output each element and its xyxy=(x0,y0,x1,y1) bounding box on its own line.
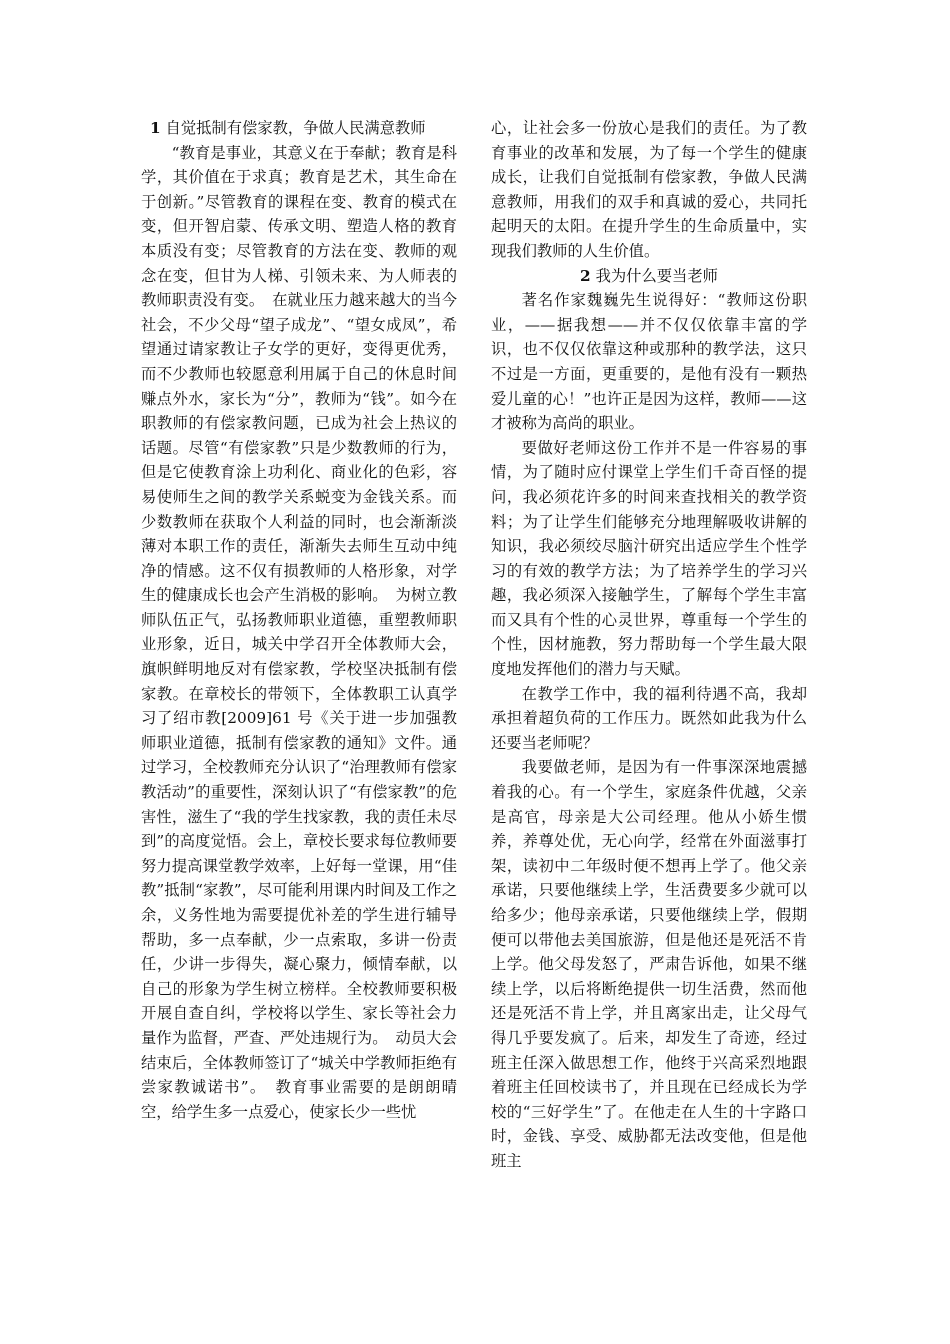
left-column xyxy=(141,116,457,1226)
section-1-title: 自觉抵制有偿家教，争做人民满意教师 xyxy=(165,119,426,137)
section-2-paragraph-3: 在教学工作中，我的福利待遇不高，我却承担着超负荷的工作压力。既然如此我为什么还要当老师呢？ xyxy=(491,684,807,752)
section-1-heading xyxy=(141,116,457,141)
section-2-heading xyxy=(491,264,807,289)
section-2-paragraph-4: 我要做老师，是因为有一件事深深地震撼着我的心。有一个学生，家庭条件优越，父亲是高官，母亲是大公司经理。他从小娇生惯养，养尊处优，无心向学，经常在外面滋事打架，读初中二年级时便不想再上学了。他父亲承诺，只要他继续上学，生活费要多少就可以给多少；他母亲承诺，只要他继续上学，假期便可以带他去美国旅游，但是他还是死活不肯上学。他父母发怒了，严肃告诉他，如果不继续上学，以后将断绝提供一切生活费，然而他还是死活不肯上学，并且离家出走，让父母气得几乎要发疯了。后来，却发生了奇迹，经过班主任深入做思想工作，他终于兴高采烈地跟着班主任回校读书了，并且现在已经成长为学校的“三好学生”了。在他走在人生的十字路口时，金钱、享受、威胁都无法改变他，但是他班主 xyxy=(491,758,807,1170)
section-2-paragraph-2: 要做好老师这份工作并不是一件容易的事情，为了随时应付课堂上学生们千奇百怪的提问，我必须花许多的时间来查找相关的教学资料；为了让学生们能够充分地理解吸收讲解的知识，我必须绞尽脑汁研究出适应学生个性学习的有效的教学方法；为了培养学生的学习兴趣，我必须深入接触学生，了解每个学生丰富而又具有个性的心灵世界，尊重每一个学生的个性，因材施教，努力帮助每一个学生最大限度地发挥他们的潜力与天赋。 xyxy=(491,438,807,679)
section-2-number: 2 xyxy=(580,266,591,285)
section-2-paragraph-1: 著名作家魏巍先生说得好：“教师这份职业，——据我想——并不仅仅依靠丰富的学识，也不仅仅依靠这种或那种的教学法，这只不过是一方面，更重要的，是他有没有一颗热爱儿童的心！”也许正是因为这样，教师——这才被称为高尚的职业。 xyxy=(491,291,807,433)
section-1-continuation: 心，让社会多一份放心是我们的责任。为了教育事业的改革和发展，为了每一个学生的健康成长，让我们自觉抵制有偿家教，争做人民满意教师，用我们的双手和真诚的爱心，共同托起明天的太阳。在提升学生的生命质量中，实现我们教师的人生价值。 xyxy=(491,119,807,260)
right-column xyxy=(491,116,807,1226)
section-2-title: 我为什么要当老师 xyxy=(595,266,718,285)
section-1-paragraph: “教育是事业，其意义在于奉献；教育是科学，其价值在于求真；教育是艺术，其生命在于创新。”尽管教育的课程在变、教育的模式在变，但开智启蒙、传承文明、塑造人格的教育本质没有变；尽管教育的方法在变、教师的观念在变，但甘为人梯、引领未来、为人师表的教师职责没有变。 在就业压力越来越大的当今社会，不少父母“望子成龙”、“望女成凤”，希望通过请家教让子女学的更好，变得更优秀，而不少教师也较愿意利用属于自己的休息时间赚点外水，家长为“分”，教师为“钱”。如今在职教师的有偿家教问题，已成为社会上热议的话题。尽管“有偿家教”只是少数教师的行为，但是它使教育涂上功利化、商业化的色彩，容易使师生之间的教学关系蜕变为金钱关系。而少数教师在获取个人利益的同时，也会渐渐淡薄对本职工作的责任，渐渐失去师生互动中纯净的情感。这不仅有损教师的人格形象，对学生的健康成长也会产生消极的影响。 为树立教师队伍正气，弘扬教师职业道德，重塑教师职业形象，近日，城关中学召开全体教师大会，旗帜鲜明地反对有偿家教，学校坚决抵制有偿家教。在章校长的带领下，全体教职工认真学习了绍市教[2009]61 号《关于进一步加强教师职业道德，抵制有偿家教的通知》文件。通过学习，全校教师充分认识了“治理教师有偿家教活动”的重要性，深刻认识了“有偿家教”的危害性，滋生了“我的学生找家教，我的责任未尽到”的高度觉悟。会上，章校长要求每位教师要努力提高课堂教学效率，上好每一堂课，用“佳教”抵制“家教”，尽可能利用课内时间及工作之余，义务性地为需要提优补差的学生进行辅导帮助，多一点奉献，少一点索取，多讲一份责任，少讲一步得失，凝心聚力，倾情奉献，以自己的形象为学生树立榜样。全校教师要积极开展自查自纠，学校将以学生、家长等社会力量作为监督，严查、严处违规行为。 动员大会结束后，全体教师签订了“城关中学教师拒绝有尝家教诚诺书”。 教育事业需要的是朗朗晴空，给学生多一点爱心，使家长少一些忧 xyxy=(141,143,457,1121)
section-1-number: 1 xyxy=(150,119,161,137)
